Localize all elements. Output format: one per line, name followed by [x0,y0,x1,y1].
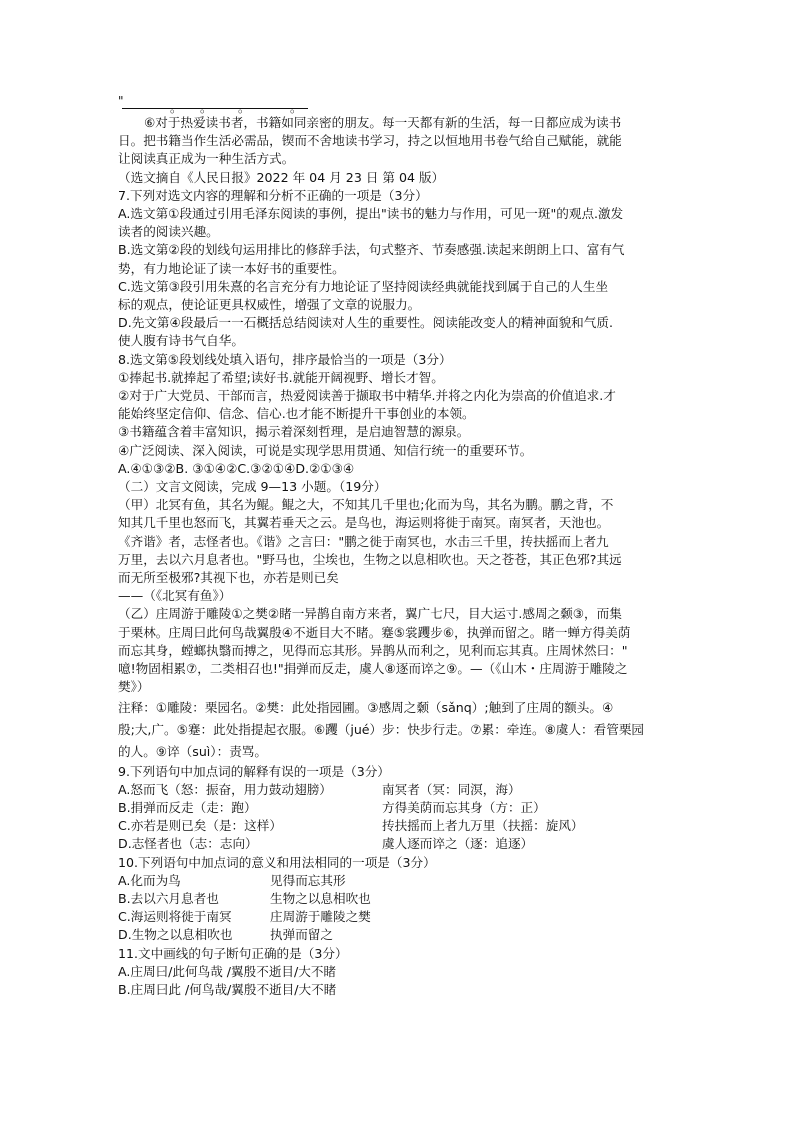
classical-text-a-source: ——（《北冥有鱼》） [118,588,232,604]
question-10-option-a: A.化而为鸟 见得而忘其形 [118,872,346,888]
question-7-option-d: D.先文第④段最后一一石概括总结阅读对人生的重要性。阅读能改变人的精神面貌和气质. [118,315,613,331]
question-10-option-b: B.去以六月息者也 生物之以息相吹也 [118,890,371,906]
passage-paragraph-6: 日。把书籍当作生活必需品，锲而不舍地读书学习，持之以恒地用书卷气给自己赋能，就能 [118,133,622,149]
annotation-note: 殷;大,广。⑤蹇：此处指提起衣服。⑥躩（jué）步：快步行走。⑦累：牵连。⑧虞人：看管栗园 [118,721,645,737]
classical-text-b: 樊》） [118,679,150,695]
question-7-option-b: B.选文第②段的划线句运用排比的修辞手法，句式整齐、节奏感强.读起来朗朗上口、富有气 [118,242,625,258]
question-9-option-d: D.志怪者也（志：志向） 虞人逐而谇之（逐：追逐） [118,836,534,852]
fill-in-blank-line [118,94,678,115]
question-7-option-a: A.选文第①段通过引用毛泽东阅读的事例，提出"读书的魅力与作用，可见一斑"的观点.激发 [118,206,624,222]
classical-text-b: （乙）庄周游于雕陵①之樊②睹一异鹊自南方来者，翼广七尺，目大运寸.感周之颡③，而集 [118,606,622,622]
classical-text-a: 而无所至极邪?其视下也，亦若是则已矣 [118,570,339,586]
open-quote: " [118,94,124,108]
question-7-option-a: 读者的阅读兴趣。 [118,224,219,240]
question-8-sentence-4: ④广泛阅读、深入阅读，可说是实现学思用贯通、知信行统一的重要环节。 [118,442,533,458]
classical-text-a: 万里，去以六月息者也。"野马也，尘埃也，生物之以息相吹也。天之苍苍，其正色邪?其远 [118,551,622,567]
classical-text-b: 而忘其身，螳螂执翳而搏之，见得而忘其形。异鹊从而利之，见利而忘其真。庄周怵然曰：" [118,642,628,658]
question-8-stem: 8.选文第⑤段划线处填入语句，排序最恰当的一项是（3分） [118,351,452,367]
annotation-note: 注释：①雕陵：栗园名。②樊：此处指园圃。③感周之颡（sǎnq）;触到了庄周的额头。④ [118,699,614,715]
question-8-sentence-3: ③书籍蕴含着丰富知识，揭示着深刻哲理，是启迪智慧的源泉。 [118,424,470,440]
question-9-stem: 9.下列语句中加点词的解释有误的一项是（3分） [118,763,390,779]
classical-text-a: （甲）北冥有鱼，其名为鲲。鲲之大，不知其几千里也;化而为鸟，其名为鹏。鹏之背，不 [118,497,614,513]
question-8-sentence-2: 能始终坚定信仰、信念、信心.也才能不断提升干事创业的本领。 [118,406,475,422]
question-7-stem: 7.下列对选文内容的理解和分析不正确的一项是（3分） [118,187,428,203]
blank-period: 。 [200,101,213,115]
classical-text-b: 噫!物固相累⑦，二类相召也!"捐弹而反走，虞人⑧逐而谇之⑨。—（《山木・庄周游于雕陵之 [118,661,628,677]
classical-text-b: 于栗林。庄周曰此何鸟哉翼殷④不逝目大不睹。蹇⑤裳躩步⑥，执弹而留之。睹一蝉方得美荫 [118,624,631,640]
question-10-option-d: D.生物之以息相吹也 执弹而留之 [118,927,333,943]
question-10-option-c: C.海运则将徙于南冥 庄周游于雕陵之樊 [118,909,371,925]
question-8-sentence-2: ②对于广大党员、干部而言，热爱阅读善于撷取书中精华.并将之内化为崇高的价值追求.才 [118,388,616,404]
blank-period: 。 [290,101,303,115]
question-9-option-a: A.怒而飞（怒：振奋，用力鼓动翅膀） 南冥者（冥：同溟，海） [118,781,521,797]
classical-text-a: 《齐谐》者，志怪者也。《谐》之言曰："鹏之徙于南冥也，水击三千里，抟扶摇而上者九 [118,533,609,549]
passage-paragraph-6: ⑥对于热爱读书者，书籍如同亲密的朋友。每一天都有新的生活，每一日都应成为读书 [144,115,622,130]
question-9-option-b: B.捐弹而反走（走：跑） 方得美荫而忘其身（方：正） [118,799,546,815]
classical-text-a: 知其几千里也怒而飞，其翼若垂天之云。是鸟也，海运则将徙于南冥。南冥者，天池也。 [118,515,610,531]
blank-period: 。 [238,101,251,115]
question-8-sentence-1: ①捧起书.就捧起了希望;读好书.就能开阔视野、增长才智。 [118,369,444,385]
question-11-option-b: B.庄周曰此 /何鸟哉/翼殷不逝目/大不睹 [118,981,337,997]
blank-period: 。 [170,101,183,115]
source-citation: （选文摘自《人民日报》2022 年 04 月 23 日 第 04 版） [118,169,445,185]
blank-underline [122,108,308,109]
question-11-option-a: A.庄周曰/此何鸟哉 /翼殷不逝目/大不睹 [118,963,337,979]
annotation-note: 的人。⑨谇（suì）：责骂。 [118,743,267,759]
question-8-options: A.④①③②B. ③①④②C.③②①④D.②①③④ [118,460,355,476]
question-7-option-d: 使人腹有诗书气自华。 [118,333,244,349]
question-7-option-b: 势，有力地论证了读一本好书的重要性。 [118,260,345,276]
question-10-stem: 10.下列语句中加点词的意义和用法相同的一项是（3分） [118,854,436,870]
question-11-stem: 11.文中画线的句子断句正确的是（3分） [118,945,348,961]
section-heading: （二）文言文阅读，完成 9—13 小题。（19分） [118,479,387,495]
question-9-option-c: C.亦若是则已矣（是：这样） 抟扶摇而上者九万里（扶摇：旋风） [118,818,584,834]
question-7-option-c: C.选文第③段引用朱熹的名言充分有力地论证了坚持阅读经典就能找到属于自己的人生坐 [118,278,609,294]
page-content [118,96,678,999]
passage-paragraph-6: 让阅读真正成为一种生活方式。 [118,151,295,167]
question-7-option-c: 标的观点，使论证更具权威性，增强了文章的说服力。 [118,297,421,313]
